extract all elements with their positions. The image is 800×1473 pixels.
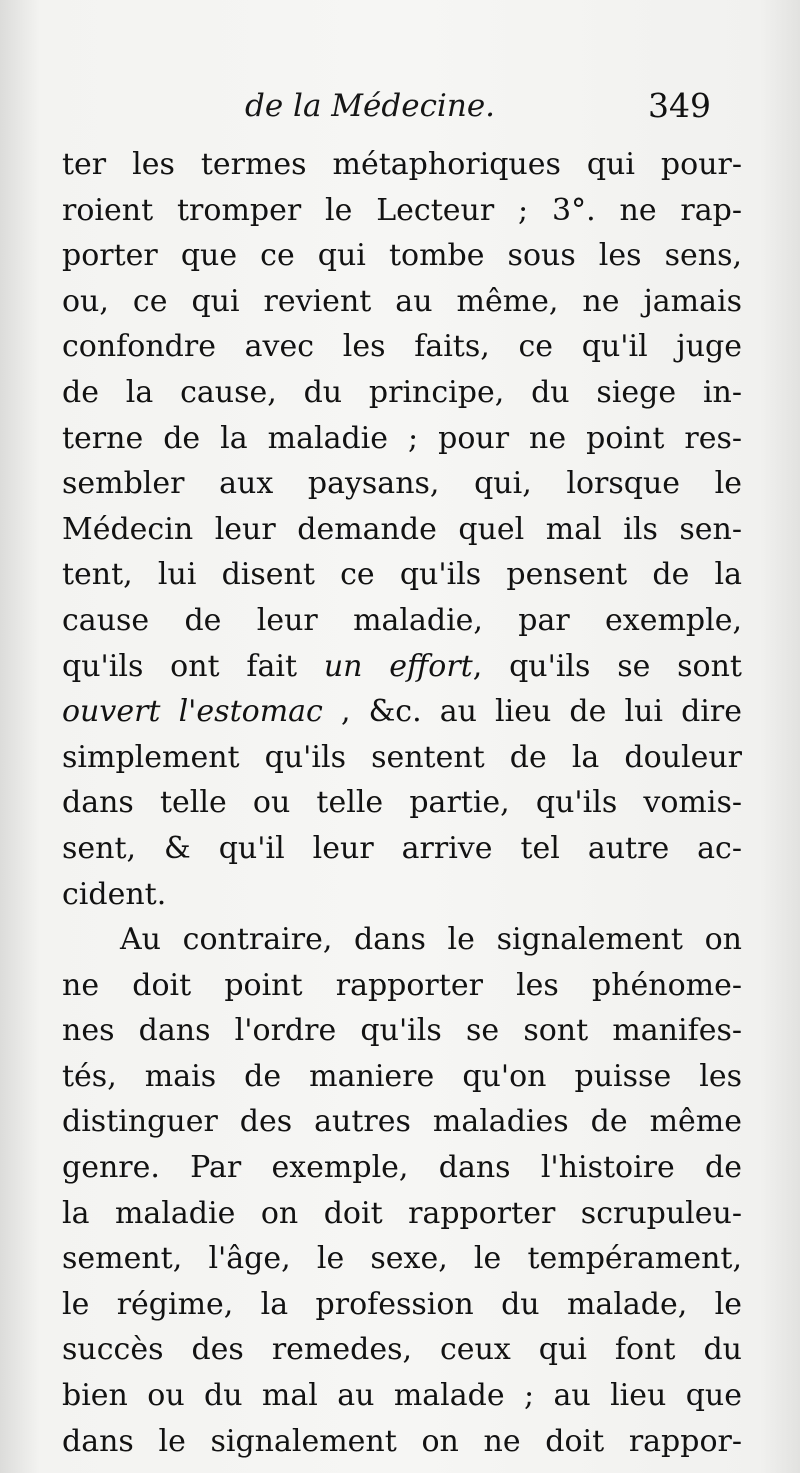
text-line: Au contraire, dans le signalement on <box>120 922 742 958</box>
text-line: le régime, la profession du malade, le <box>62 1286 742 1322</box>
text-line: succès des remedes, ceux qui font du <box>62 1332 742 1368</box>
paragraph-2 <box>62 917 742 1464</box>
text-line: distinguer des autres maladies de même <box>62 1104 742 1140</box>
paragraph-1 <box>62 142 742 917</box>
text-line: ter les termes métaphoriques qui pour- <box>62 147 742 182</box>
text-run: qu'ils ont fait <box>62 648 324 684</box>
text-line: tent, lui disent ce qu'ils pensent de la <box>62 557 742 593</box>
text-line: nes dans l'ordre qu'ils se sont manifes- <box>62 1013 742 1049</box>
text-line: sent, & qu'il leur arrive tel autre ac- <box>62 830 742 866</box>
text-line <box>62 689 742 735</box>
text-line: ou, ce qui revient au même, ne jamais <box>62 283 742 319</box>
text-line: cause de leur maladie, par exemple, <box>62 602 742 638</box>
running-head: de la Médecine. <box>245 88 496 124</box>
text-line: porter que ce qui tombe sous les sens, <box>62 238 742 274</box>
text-line: sembler aux paysans, qui, lorsque le <box>62 466 742 502</box>
page-header <box>0 88 800 138</box>
text-line: terne de la maladie ; pour ne point res- <box>62 420 742 456</box>
text-line: dans telle ou telle partie, qu'ils vomis- <box>62 785 742 821</box>
italic-phrase: un effort <box>323 648 473 684</box>
text-line: de la cause, du principe, du siege in- <box>62 374 742 410</box>
text-line: sement, l'âge, le sexe, le tempérament, <box>62 1241 742 1277</box>
text-line: ne doit point rapporter les phénome- <box>62 967 742 1003</box>
text-line: la maladie on doit rapporter scrupuleu- <box>62 1195 742 1231</box>
text-run: , qu'ils se sont <box>472 648 742 684</box>
text-run: , &c. au lieu de lui dire <box>322 694 743 730</box>
text-line: roient tromper le Lecteur ; 3°. ne rap- <box>62 192 742 228</box>
text-line: Médecin leur demande quel mal ils sen- <box>62 511 742 547</box>
text-line: bien ou du mal au malade ; au lieu que <box>62 1378 742 1414</box>
body-text <box>62 142 742 1464</box>
page-number: 349 <box>648 86 711 125</box>
text-line: dans le signalement on ne doit rappor- <box>62 1423 742 1459</box>
text-line: cident. <box>62 876 167 912</box>
text-line: genre. Par exemple, dans l'histoire de <box>62 1150 742 1186</box>
text-line: confondre avec les faits, ce qu'il juge <box>62 329 742 365</box>
text-line: simplement qu'ils sentent de la douleur <box>62 739 742 775</box>
text-line: tés, mais de maniere qu'on puisse les <box>62 1058 742 1094</box>
text-line <box>62 644 742 690</box>
italic-phrase: ouvert l'estomac <box>62 694 323 730</box>
